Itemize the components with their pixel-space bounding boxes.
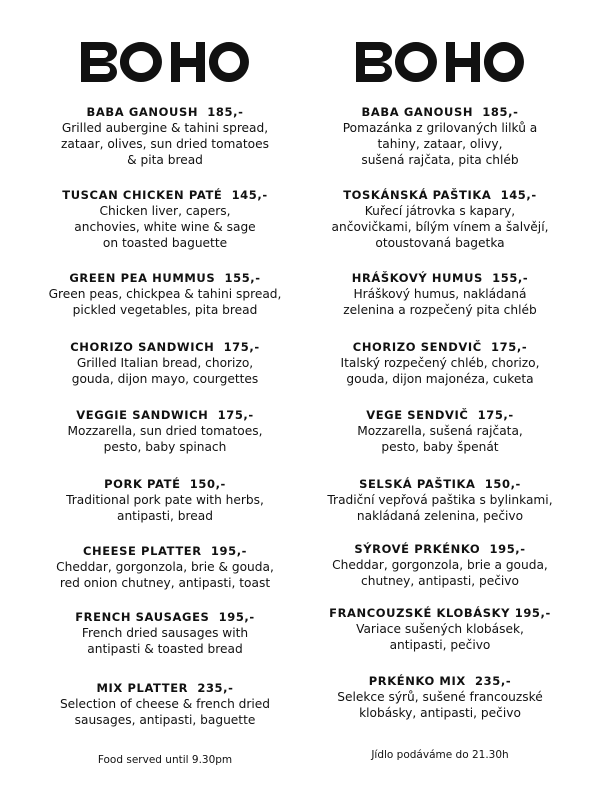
menu-item-pork-pate <box>20 476 310 524</box>
menu-item-title <box>300 104 580 120</box>
menu-item-description: Italský rozpečený chléb, chorizo, gouda, dijon majonéza, cuketa <box>340 356 540 386</box>
menu-item-description: Kuřecí játrovka s kapary, ančovičkami, bílým vínem a šalvějí, otoustovaná bagetka <box>331 204 549 250</box>
menu-item-toskanska-pastika <box>300 187 580 251</box>
boho-logo-mark <box>79 40 251 84</box>
menu-item-description: Grilled Italian bread, chorizo, gouda, dijon mayo, courgettes <box>71 356 259 386</box>
menu-item-hraskovy-humus <box>300 270 580 318</box>
menu-item-title <box>300 407 580 423</box>
menu-item-price: 195,- <box>218 610 255 624</box>
menu-item-title <box>300 339 580 355</box>
menu-item-name: SÝROVÉ PRKÉNKO <box>354 542 481 556</box>
boho-logo <box>300 40 580 84</box>
menu-item-title <box>20 187 310 203</box>
menu-item-price: 195,- <box>514 606 551 620</box>
menu-item-chorizo-sandwich <box>20 339 310 387</box>
menu-item-description: Variace sušených klobásek, antipasti, pečivo <box>356 622 524 652</box>
menu-item-name: MIX PLATTER <box>96 681 189 695</box>
menu-item-price: 195,- <box>210 544 248 558</box>
menu-item-name: HRÁŠKOVÝ HUMUS <box>351 271 483 285</box>
menu-item-selska-pastika <box>300 476 580 524</box>
menu-item-price: 155,- <box>224 271 261 285</box>
menu-item-cheese-platter <box>20 543 310 591</box>
menu-item-name: BABA GANOUSH <box>361 105 474 119</box>
menu-item-price: 235,- <box>197 681 234 695</box>
service-hours-note: Food served until 9.30pm <box>97 754 233 766</box>
menu-item-name: TUSCAN CHICKEN PATÉ <box>62 188 223 202</box>
menu-item-french-sausages <box>20 609 310 657</box>
menu-item-title <box>20 476 310 492</box>
menu-item-name: GREEN PEA HUMMUS <box>69 271 216 285</box>
menu-item-description: Chicken liver, capers, anchovies, white wine & sage on toasted baguette <box>74 204 256 250</box>
menu-item-title <box>300 187 580 203</box>
menu-item-description: Cheddar, gorgonzola, brie a gouda, chutney, antipasti, pečivo <box>332 558 548 588</box>
menu-item-description: Mozzarella, sun dried tomatoes, pesto, baby spinach <box>67 424 263 454</box>
menu-item-description: Selekce sýrů, sušené francouzské klobásky, antipasti, pečivo <box>337 690 543 720</box>
menu-item-title <box>20 680 310 696</box>
menu-item-title <box>20 270 310 286</box>
menu-item-name: CHORIZO SANDWICH <box>70 340 215 354</box>
menu-item-title <box>20 104 310 120</box>
menu-item-description: Tradiční vepřová paštika s bylinkami, nakládaná zelenina, pečivo <box>327 493 553 523</box>
boho-logo <box>20 40 310 84</box>
menu-item-price: 175,- <box>491 340 528 354</box>
menu-item-title <box>20 609 310 625</box>
menu-item-description: Pomazánka z grilovaných lilků a tahiny, zataar, olivy, sušená rajčata, pita chléb <box>342 121 538 167</box>
menu-item-francouzske-klobasky <box>300 605 580 653</box>
menu-item-title <box>300 541 580 557</box>
menu-item-price: 175,- <box>217 408 254 422</box>
menu-item-description: Mozzarella, sušená rajčata, pesto, baby špenát <box>357 424 523 454</box>
menu-item-name: FRENCH SAUSAGES <box>75 610 210 624</box>
menu-item-price: 175,- <box>223 340 260 354</box>
menu-item-veggie-sandwich <box>20 407 310 455</box>
menu-item-prkenko-mix <box>300 673 580 721</box>
menu-item-baba-ganoush <box>300 104 580 168</box>
menu-item-name: CHEESE PLATTER <box>82 544 202 558</box>
menu-item-vege-sendvic <box>300 407 580 455</box>
menu-item-price: 145,- <box>231 188 268 202</box>
menu-item-description: French dried sausages with antipasti & toasted bread <box>81 626 249 656</box>
menu-item-name: SELSKÁ PAŠTIKA <box>359 477 476 491</box>
menu-item-syrove-prkenko <box>300 541 580 589</box>
menu-item-price: 155,- <box>492 271 529 285</box>
menu-item-chorizo-sendvic <box>300 339 580 387</box>
menu-item-title <box>20 543 310 559</box>
menu-item-name: PORK PATÉ <box>104 477 181 491</box>
menu-item-description: Grilled aubergine & tahini spread, zataar, olives, sun dried tomatoes & pita bread <box>61 121 269 167</box>
menu-item-description: Traditional pork pate with herbs, antipasti, bread <box>66 493 264 523</box>
menu-item-name: BABA GANOUSH <box>86 105 199 119</box>
menu-item-title <box>20 407 310 423</box>
menu-item-price: 185,- <box>207 105 244 119</box>
menu-item-baba-ganoush <box>20 104 310 168</box>
menu-item-tuscan-chicken-pate <box>20 187 310 251</box>
menu-item-description: Hráškový humus, nakládaná zelenina a rozpečený pita chléb <box>343 287 537 317</box>
menu-item-name: TOSKÁNSKÁ PAŠTIKA <box>343 188 492 202</box>
menu-item-title <box>20 339 310 355</box>
menu-item-description: Green peas, chickpea & tahini spread, pickled vegetables, pita bread <box>48 287 282 317</box>
menu-item-mix-platter <box>20 680 310 728</box>
menu-item-green-pea-hummus <box>20 270 310 318</box>
menu-item-name: VEGGIE SANDWICH <box>76 408 209 422</box>
menu-item-title <box>300 605 580 621</box>
menu-item-name: FRANCOUZSKÉ KLOBÁSKY <box>329 606 511 620</box>
menu-item-price: 150,- <box>189 477 226 491</box>
menu-item-price: 185,- <box>482 105 519 119</box>
menu-item-title <box>300 270 580 286</box>
menu-item-description: Cheddar, gorgonzola, brie & gouda, red onion chutney, antipasti, toast <box>56 560 274 590</box>
boho-logo-mark <box>354 40 526 84</box>
menu-item-description: Selection of cheese & french dried sausages, antipasti, baguette <box>59 697 271 727</box>
menu-item-price: 235,- <box>475 674 512 688</box>
menu-item-name: CHORIZO SENDVIČ <box>352 340 482 354</box>
menu-item-name: VEGE SENDVIČ <box>366 408 469 422</box>
menu-item-price: 150,- <box>484 477 521 491</box>
service-hours-note: Jídlo podáváme do 21.30h <box>371 749 509 761</box>
menu-item-name: PRKÉNKO MIX <box>368 674 466 688</box>
menu-item-title <box>300 476 580 492</box>
menu-item-price: 195,- <box>489 542 526 556</box>
menu-item-price: 175,- <box>477 408 514 422</box>
menu-item-title <box>300 673 580 689</box>
menu-item-price: 145,- <box>500 188 537 202</box>
